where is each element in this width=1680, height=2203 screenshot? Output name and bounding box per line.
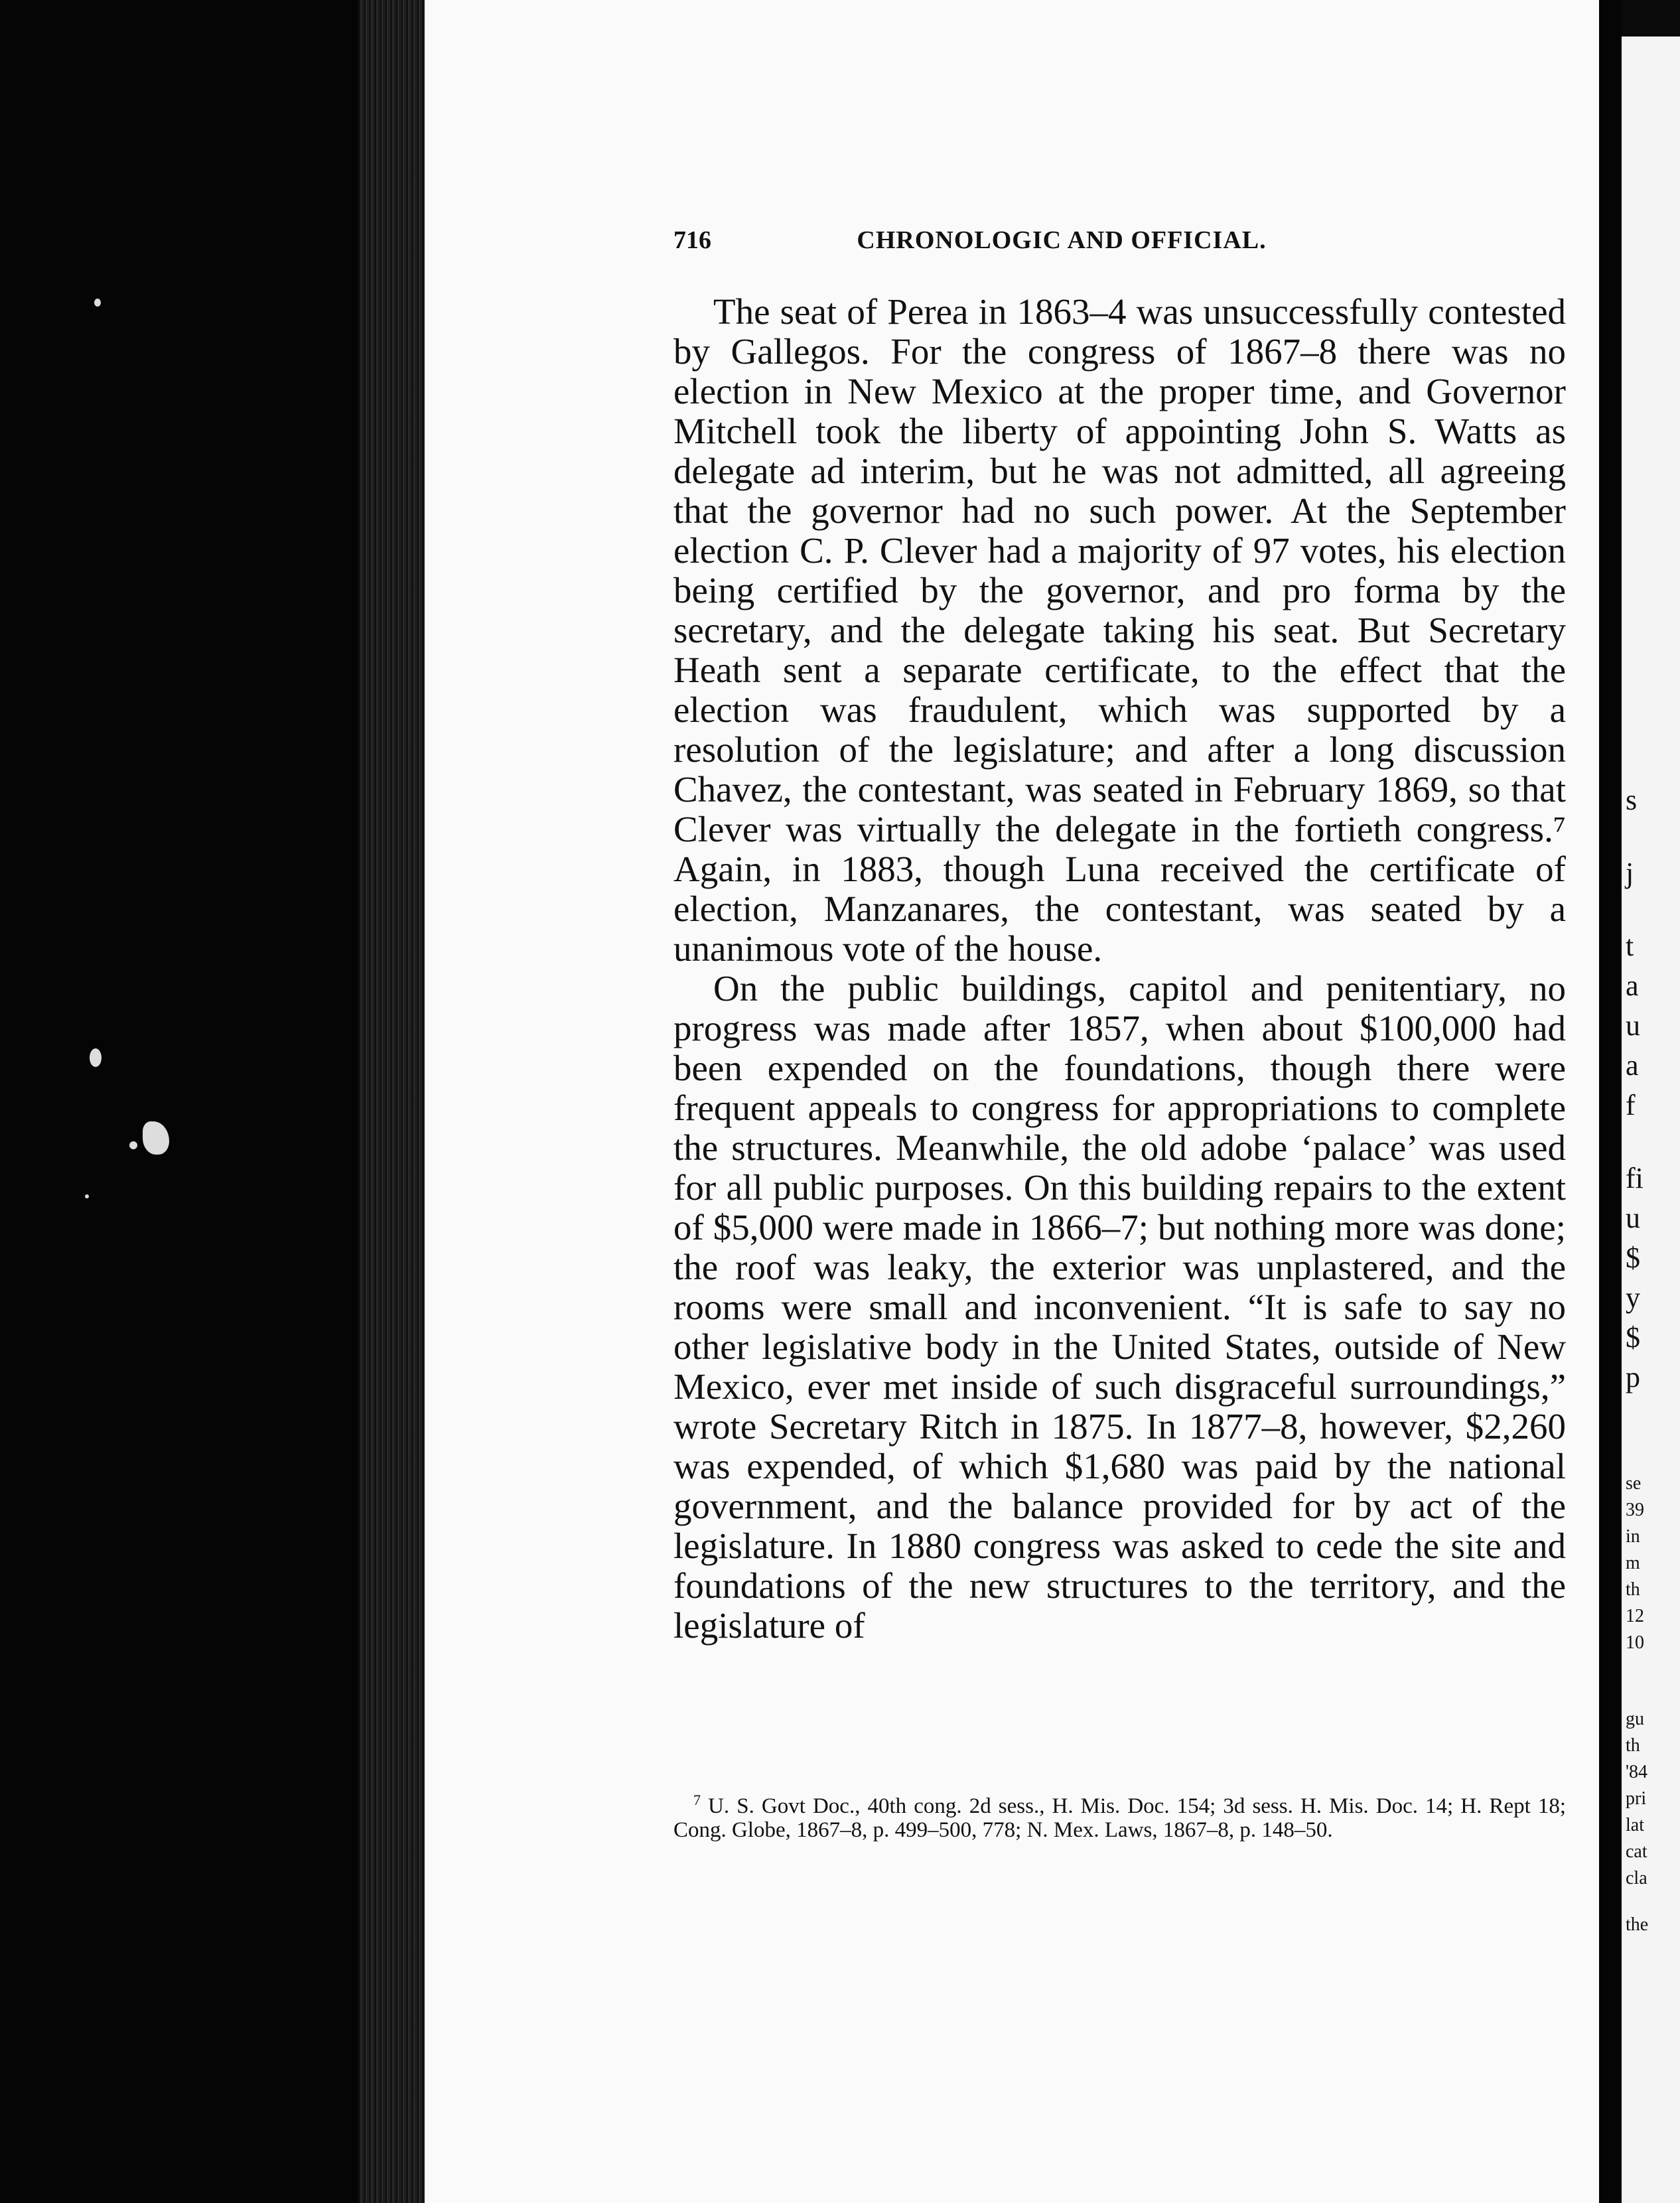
next-page-fragment: a [1626, 969, 1639, 1002]
page-header [673, 226, 1350, 265]
body-text [673, 292, 1566, 1646]
next-page-fragment: cla [1626, 1868, 1647, 1888]
next-page-fragment: p [1626, 1361, 1640, 1393]
next-page-fragment: se [1626, 1473, 1642, 1494]
next-page-strip [1622, 36, 1680, 2203]
next-page-fragment: cat [1626, 1841, 1647, 1862]
scan-specks [0, 0, 425, 2203]
next-page-fragment: 39 [1626, 1500, 1644, 1520]
footnote-text: U. S. Govt Doc., 40th cong. 2d sess., H. Mis. Doc. 154; 3d sess. H. Mis. Doc. 14; H. Rept 18; Cong. Globe, 1867–8, p. 499–500, 778; N. Mex. Laws, 1867–8, p. 148–50. [673, 1794, 1566, 1842]
paragraph-2: On the public buildings, capitol and penitentiary, no progress was made after 1857, when about $100,000 had been expended on the foundations, though there were frequent appeals to congress for appropriations to complete the structures. Meanwhile, the old adobe ‘palace’ was used for all public purposes. On this building repairs to the extent of $5,000 were made in 1866–7; but nothing more was done; the roof was leaky, the exterior was unplastered, and the rooms were small and inconvenient. “It is safe to say no other legislative body in the United States, outside of New Mexico, ever met inside of such disgraceful surroundings,” wrote Secretary Ritch in 1875. In 1877–8, however, $2,260 was expended, of which $1,680 was paid by the national government, and the balance provided for by act of the legislature. In 1880 congress was asked to cede the site and foundations of the new structures to the territory, and the legislature of [673, 968, 1566, 1646]
footnote [673, 1788, 1566, 1842]
next-page-fragment: m [1626, 1553, 1640, 1573]
next-page-fragment: f [1626, 1089, 1636, 1121]
next-page-fragment: u [1626, 1202, 1640, 1234]
next-page-fragment: pri [1626, 1788, 1647, 1809]
paragraph-1: The seat of Perea in 1863–4 was unsuccessfully contested by Gallegos. For the congress of 1867–8 there was no election in New Mexico at the proper time, and Governor Mitchell took the liberty of appointing John S. Watts as delegate ad interim, but he was not admitted, all agreeing that the governor had no such power. At the September election C. P. Clever had a majority of 97 votes, his election being certified by the governor, and pro forma by the secretary, and the delegate taking his seat. But Secretary Heath sent a separate certificate, to the effect that the election was fraudulent, which was supported by a resolution of the legislature; and after a long discussion Chavez, the contestant, was seated in February 1869, so that Clever was virtually the delegate in the fortieth congress.⁷ Again, in 1883, though Luna received the certificate of election, Manzanares, the contestant, was seated by a unanimous vote of the house. [673, 291, 1566, 969]
next-page-fragment: a [1626, 1049, 1639, 1082]
next-page-fragment: 10 [1626, 1632, 1644, 1653]
next-page-fragment: s [1626, 784, 1638, 816]
running-head: CHRONOLOGIC AND OFFICIAL. [857, 226, 1267, 254]
next-page-fragment: the [1626, 1914, 1649, 1935]
next-page-fragment: u [1626, 1009, 1640, 1042]
page-number: 716 [673, 226, 711, 254]
next-page-fragment: th [1626, 1579, 1640, 1600]
next-page-fragment: gu [1626, 1709, 1644, 1729]
right-gutter [1599, 0, 1622, 2203]
next-page-fragment: $ [1626, 1321, 1640, 1354]
next-page-fragment: t [1626, 930, 1634, 962]
next-page-fragment: in [1626, 1526, 1640, 1547]
next-page-fragment: 12 [1626, 1606, 1644, 1626]
next-page-fragment: y [1626, 1281, 1640, 1314]
footnote-marker: 7 [693, 1792, 701, 1808]
next-page-fragment: $ [1626, 1242, 1640, 1274]
next-page-fragment: th [1626, 1735, 1640, 1756]
next-page-fragment: fi [1626, 1162, 1644, 1194]
next-page-fragment: j [1626, 857, 1634, 889]
next-page-fragment: '84 [1626, 1762, 1648, 1782]
next-page-fragment: lat [1626, 1815, 1644, 1835]
